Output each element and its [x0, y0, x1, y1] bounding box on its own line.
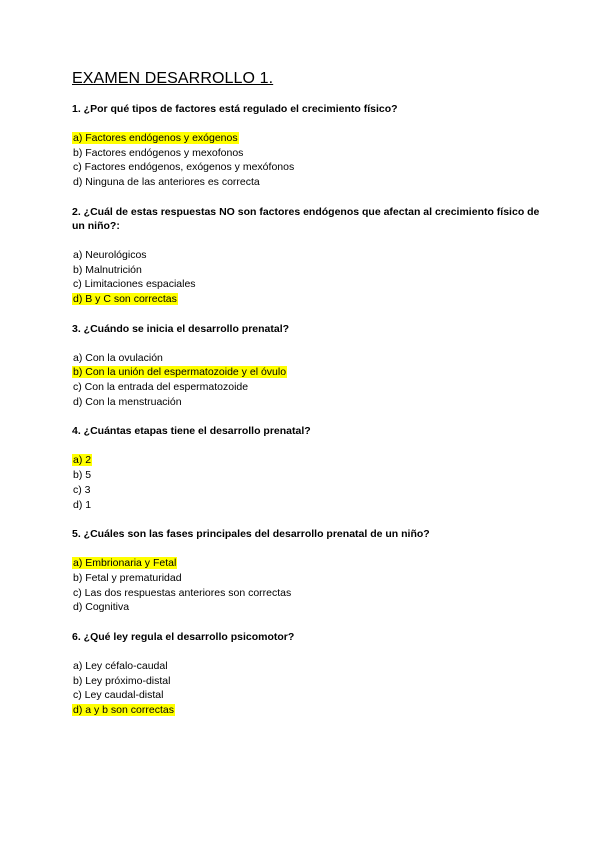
option-text: d) Cognitiva: [73, 601, 130, 614]
highlighted-answer-option: [72, 453, 542, 468]
answer-option: [72, 175, 542, 190]
answer-option: [72, 468, 542, 483]
answer-option: [72, 674, 542, 689]
option-text: d) Con la menstruación: [73, 395, 182, 408]
answer-option: [72, 571, 542, 586]
option-text: a) Con la ovulación: [73, 351, 163, 364]
option-text: c) Limitaciones espaciales: [73, 278, 196, 291]
answer-option: [72, 586, 542, 601]
option-text: d) Ninguna de las anteriores es correcta: [73, 176, 260, 189]
option-text: c) 3: [73, 483, 91, 496]
option-text: b) Factores endógenos y mexofonos: [73, 146, 244, 159]
question-list: [72, 102, 542, 718]
question-block: [72, 102, 542, 190]
question-text: 3. ¿Cuándo se inicia el desarrollo prenatal?: [72, 322, 290, 335]
answer-option: [72, 146, 542, 161]
question-text: 6. ¿Qué ley regula el desarrollo psicomotor?: [72, 631, 295, 644]
option-text: c) Factores endógenos, exógenos y mexófonos: [73, 161, 295, 174]
answer-option: [72, 248, 542, 263]
option-list: [72, 556, 542, 615]
question-text: 4. ¿Cuántas etapas tiene el desarrollo prenatal?: [72, 425, 311, 438]
option-text: a) 2: [73, 454, 92, 467]
option-text: a) Ley céfalo-caudal: [73, 660, 168, 673]
question-block: [72, 205, 542, 307]
question-block: [72, 322, 542, 410]
highlighted-answer-option: [72, 292, 542, 307]
highlighted-answer-option: [72, 556, 542, 571]
option-text: c) Las dos respuestas anteriores son correctas: [73, 586, 292, 599]
option-text: d) B y C son correctas: [73, 292, 177, 305]
question-text: 5. ¿Cuáles son las fases principales del desarrollo prenatal de un niño?: [72, 528, 430, 541]
question-block: [72, 424, 542, 512]
answer-option: [72, 659, 542, 674]
option-list: [72, 453, 542, 512]
option-list: [72, 131, 542, 190]
answer-option: [72, 483, 542, 498]
exam-page: [72, 70, 542, 733]
option-text: b) Fetal y prematuridad: [73, 571, 182, 584]
highlighted-answer-option: [72, 365, 542, 380]
option-text: c) Ley caudal-distal: [73, 689, 164, 702]
option-text: c) Con la entrada del espermatozoide: [73, 381, 249, 394]
answer-option: [72, 395, 542, 410]
answer-option: [72, 263, 542, 278]
highlighted-answer-option: [72, 703, 542, 718]
question-text: 2. ¿Cuál de estas respuestas NO son factores endógenos que afectan al crecimiento físico de un niño?:: [72, 205, 540, 232]
option-text: d) 1: [73, 498, 92, 511]
option-list: [72, 351, 542, 410]
exam-title: EXAMEN DESARROLLO 1.: [72, 70, 274, 87]
answer-option: [72, 498, 542, 513]
answer-option: [72, 277, 542, 292]
answer-option: [72, 351, 542, 366]
answer-option: [72, 160, 542, 175]
question-text: 1. ¿Por qué tipos de factores está regulado el crecimiento físico?: [72, 103, 398, 115]
option-text: b) 5: [73, 469, 92, 482]
question-block: [72, 527, 542, 615]
option-text: b) Malnutrición: [73, 263, 142, 276]
option-text: d) a y b son correctas: [73, 704, 174, 717]
answer-option: [72, 600, 542, 615]
highlighted-answer-option: [72, 131, 542, 146]
option-text: a) Factores endógenos y exógenos: [73, 132, 238, 144]
option-list: [72, 248, 542, 307]
option-text: b) Ley próximo-distal: [73, 674, 171, 687]
option-text: b) Con la unión del espermatozoide y el óvulo: [73, 366, 287, 379]
question-block: [72, 630, 542, 718]
option-list: [72, 659, 542, 718]
option-text: a) Neurológicos: [73, 248, 147, 261]
answer-option: [72, 688, 542, 703]
option-text: a) Embrionaria y Fetal: [73, 557, 177, 570]
answer-option: [72, 380, 542, 395]
